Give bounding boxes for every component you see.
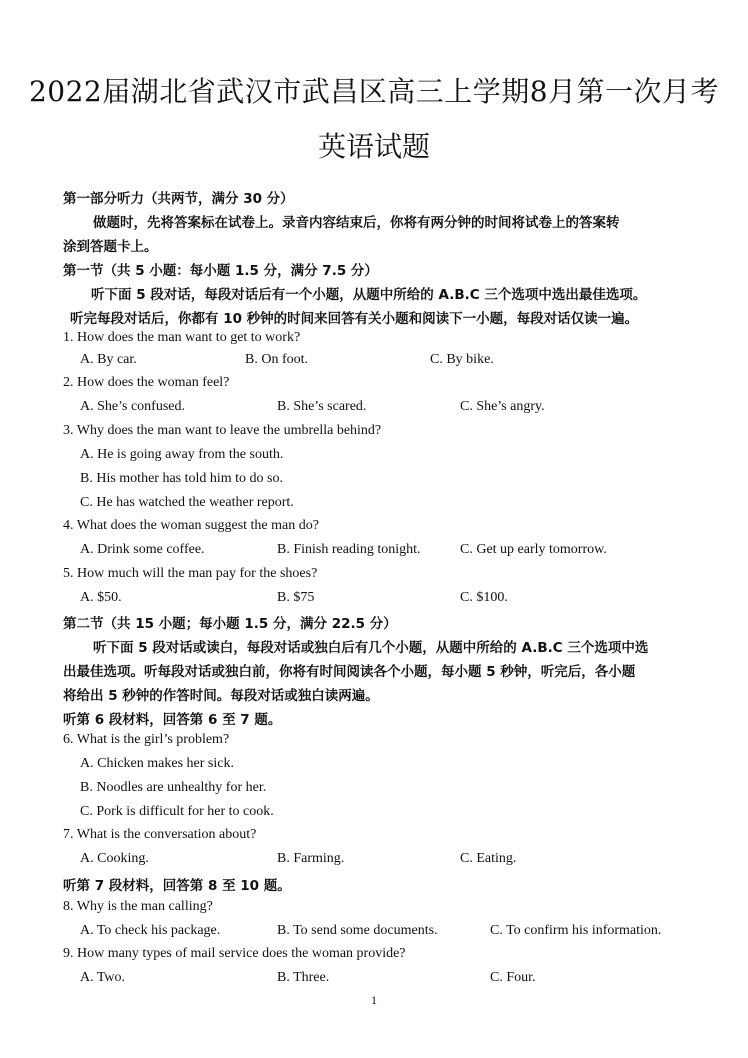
section1-instruction-line2: 听完每段对话后，你都有 10 秒钟的时间来回答有关小题和阅读下一小题，每段对话仅读一遍。 [70,311,639,327]
question-4-option-b: B. Finish reading tonight. [277,542,421,557]
question-8-option-b: B. To send some documents. [277,923,438,938]
question-4-option-c: C. Get up early tomorrow. [460,542,607,557]
question-9-option-b: B. Three. [277,970,330,985]
section2-instruction-line1: 听下面 5 段对话或读白，每段对话或独白后有几个小题，从题中所给的 A.B.C 三个选项中选 [93,640,649,656]
question-4-stem: 4. What does the woman suggest the man do? [63,518,319,533]
question-4-option-a: A. Drink some coffee. [80,542,205,557]
section1-heading: 第一节（共 5 小题：每小题 1.5 分，满分 7.5 分） [63,263,378,279]
question-1-option-c: C. By bike. [430,352,494,367]
material-6-heading: 听第 6 段材料，回答第 6 至 7 题。 [63,712,282,728]
section1-instruction-line1: 听下面 5 段对话，每段对话后有一个小题，从题中所给的 A.B.C 三个选项中选出最佳选项。 [91,287,647,303]
question-9-option-a: A. Two. [80,970,126,985]
question-8-option-a: A. To check his package. [80,923,221,938]
material-7-heading: 听第 7 段材料，回答第 8 至 10 题。 [63,878,291,894]
part1-instruction-line2: 涂到答题卡上。 [63,239,158,255]
question-7-option-b: B. Farming. [277,851,345,866]
question-9-option-c: C. Four. [490,970,536,985]
question-2-option-c: C. She’s angry. [460,399,545,414]
question-2-stem: 2. How does the woman feel? [63,375,230,390]
question-6-stem: 6. What is the girl’s problem? [63,732,230,747]
question-7-option-a: A. Cooking. [80,851,149,866]
question-3-option-b: B. His mother has told him to do so. [80,471,283,486]
question-6-option-c: C. Pork is difficult for her to cook. [80,804,274,819]
question-7-option-c: C. Eating. [460,851,517,866]
question-6-option-a: A. Chicken makes her sick. [80,756,234,771]
question-1-option-a: A. By car. [80,352,137,367]
question-8-stem: 8. Why is the man calling? [63,899,213,914]
question-3-option-c: C. He has watched the weather report. [80,495,294,510]
question-5-option-c: C. $100. [460,590,508,605]
page-number: 1 [371,993,377,1007]
exam-title-line1: 2022届湖北省武汉市武昌区高三上学期8月第一次月考 [28,75,720,108]
question-5-option-b: B. $75 [277,590,315,605]
section2-instruction-line2: 出最佳选项。听每段对话或独白前，你将有时间阅读各个小题，每小题 5 秒钟，听完后，各小题 [63,664,636,680]
question-6-option-b: B. Noodles are unhealthy for her. [80,780,267,795]
part1-heading: 第一部分听力（共两节，满分 30 分） [63,191,294,207]
question-9-stem: 9. How many types of mail service does the woman provide? [63,946,406,961]
section2-heading: 第二节（共 15 小题；每小题 1.5 分，满分 22.5 分） [63,616,397,632]
part1-instruction-line1: 做题时，先将答案标在试卷上。录音内容结束后，你将有两分钟的时间将试卷上的答案转 [93,215,620,231]
question-3-stem: 3. Why does the man want to leave the umbrella behind? [63,423,382,438]
question-3-option-a: A. He is going away from the south. [80,447,284,462]
section2-instruction-line3: 将给出 5 秒钟的作答时间。每段对话或独白读两遍。 [63,688,379,704]
question-8-option-c: C. To confirm his information. [490,923,662,938]
question-7-stem: 7. What is the conversation about? [63,827,257,842]
question-2-option-a: A. She’s confused. [80,399,185,414]
question-1-option-b: B. On foot. [245,352,308,367]
question-5-option-a: A. $50. [80,590,122,605]
question-1-stem: 1. How does the man want to get to work? [63,330,301,345]
question-2-option-b: B. She’s scared. [277,399,367,414]
exam-title-line2: 英语试题 [317,130,430,163]
question-5-stem: 5. How much will the man pay for the shoes? [63,566,318,581]
